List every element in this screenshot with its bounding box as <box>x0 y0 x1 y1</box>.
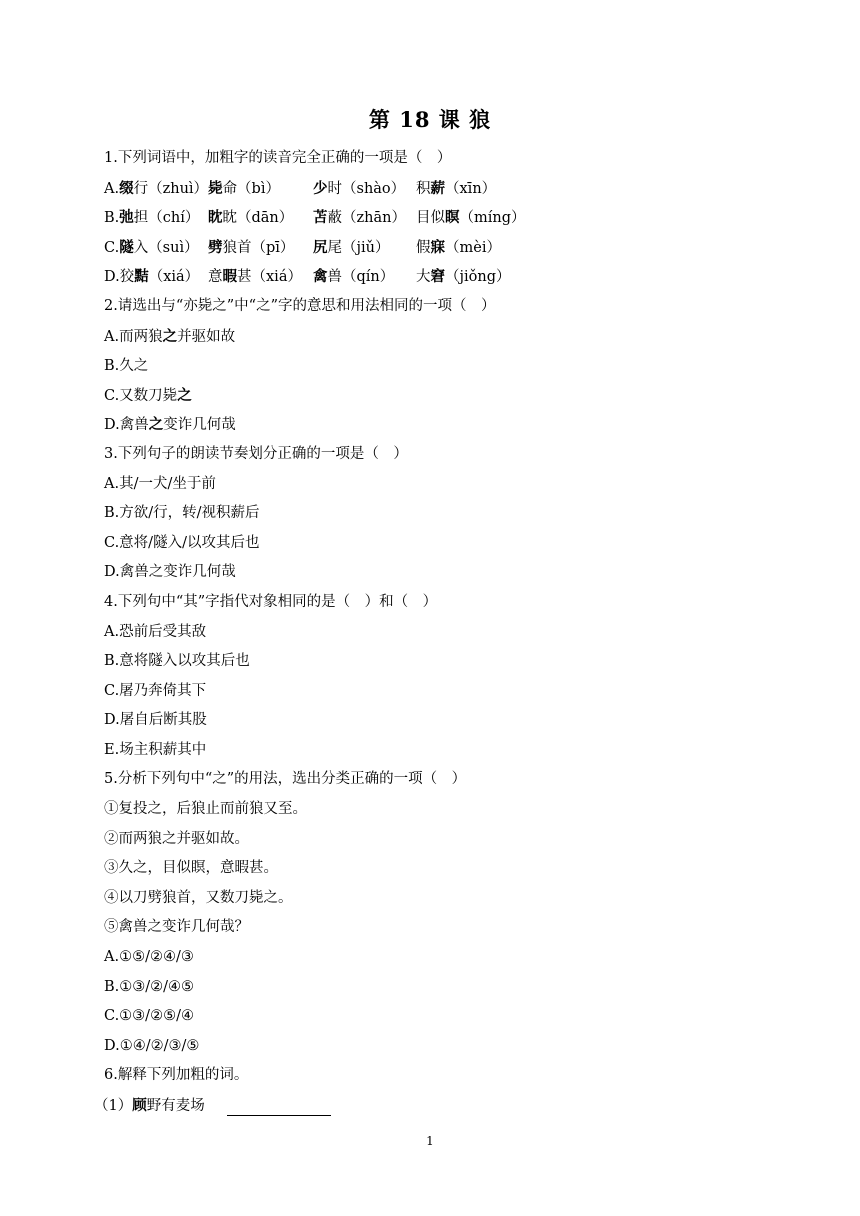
q4-option-d: D.屠自后断其股 <box>104 712 207 729</box>
q5-option-a: A.①⑤/②④/③ <box>104 949 194 966</box>
q1-b-item2: 眈眈（dān） <box>208 209 294 227</box>
q1-b-item4: 目似瞑（míng） <box>416 209 526 227</box>
q1-d-item3: 禽兽（qín） <box>313 268 395 286</box>
page-number: 1 <box>426 1134 434 1148</box>
q1-stem: 1.下列词语中，加粗字的读音完全正确的一项是（ ） <box>104 150 452 166</box>
q1-a-item1: A.缀行（zhuì）毙命（bì） <box>104 179 280 197</box>
lesson-title: 第 18 课 狼 <box>368 107 492 132</box>
q2-option-b: B.久之 <box>104 358 149 375</box>
q3-option-c: C.意将/隧入/以攻其后也 <box>104 534 260 551</box>
q6-item-1: （1）顾野有麦场 <box>94 1091 784 1121</box>
q1-d-item4: 大窘（jiǒng） <box>416 268 511 286</box>
q6-stem: 6.解释下列加粗的词。 <box>104 1067 249 1084</box>
q1-c-item3: 尻尾（jiǔ） <box>313 238 390 256</box>
q5-sentence-3: ③久之，目似瞑，意暇甚。 <box>104 860 278 877</box>
q2-stem: 2.请选出与“亦毙之”中“之”字的意思和用法相同的一项（ ） <box>104 297 496 314</box>
q5-sentence-1: ①复投之，后狼止而前狼又至。 <box>104 801 307 818</box>
q1-d-item2: 意暇甚（xiá） <box>208 268 302 286</box>
q5-option-d: D.①④/②/③/⑤ <box>104 1037 200 1054</box>
q4-option-e: E.场主积薪其中 <box>104 741 207 758</box>
q5-option-c: C.①③/②⑤/④ <box>104 1008 194 1025</box>
q1-d-item1: D.狡黠（xiá） <box>104 268 200 286</box>
q1-b-item1: B.弛担（chí） <box>104 209 200 227</box>
q4-option-a: A.恐前后受其敌 <box>104 623 207 640</box>
q1-a-item3: 少时（shào） <box>313 179 406 197</box>
q5-sentence-4: ④以刀劈狼首，又数刀毙之。 <box>104 889 293 906</box>
q3-stem: 3.下列句子的朗读节奏划分正确的一项是（ ） <box>104 445 408 462</box>
q1-option-b <box>104 203 784 233</box>
q5-sentence-5: ⑤禽兽之变诈几何哉？ <box>104 919 249 936</box>
q1-c-item4: 假寐（mèi） <box>416 238 501 256</box>
q4-option-c: C.屠乃奔倚其下 <box>104 682 207 699</box>
q2-option-d: D.禽兽之变诈几何哉 <box>104 416 236 434</box>
q3-option-d: D.禽兽之变诈几何哉 <box>104 564 236 581</box>
q1-a-item4: 积薪（xīn） <box>416 179 497 197</box>
q5-option-b: B.①③/②/④⑤ <box>104 978 195 995</box>
q1-b-item3: 苫蔽（zhān） <box>313 209 406 227</box>
q5-sentence-2: ②而两狼之并驱如故。 <box>104 830 249 847</box>
q1-c-item1: C.隧入（suì） <box>104 238 199 256</box>
q3-option-b: B.方欲/行，转/视积薪后 <box>104 505 260 522</box>
answer-blank[interactable] <box>227 1097 331 1116</box>
q1-option-c <box>104 233 784 263</box>
q1-option-a <box>104 174 784 204</box>
q4-option-b: B.意将隧入以攻其后也 <box>104 653 250 670</box>
q1-c-item2: 劈狼首（pī） <box>208 238 295 256</box>
q3-option-a: A.其/一犬/坐于前 <box>104 475 216 492</box>
q1-option-d <box>104 262 784 292</box>
q2-option-c: C.又数刀毙之 <box>104 386 192 404</box>
q4-stem: 4.下列句中“其”字指代对象相同的是（ ）和（ ） <box>104 593 438 610</box>
q2-option-a: A.而两狼之并驱如故 <box>104 327 236 345</box>
q5-stem: 5.分析下列句中“之”的用法，选出分类正确的一项（ ） <box>104 771 467 788</box>
question-list <box>94 144 784 1121</box>
